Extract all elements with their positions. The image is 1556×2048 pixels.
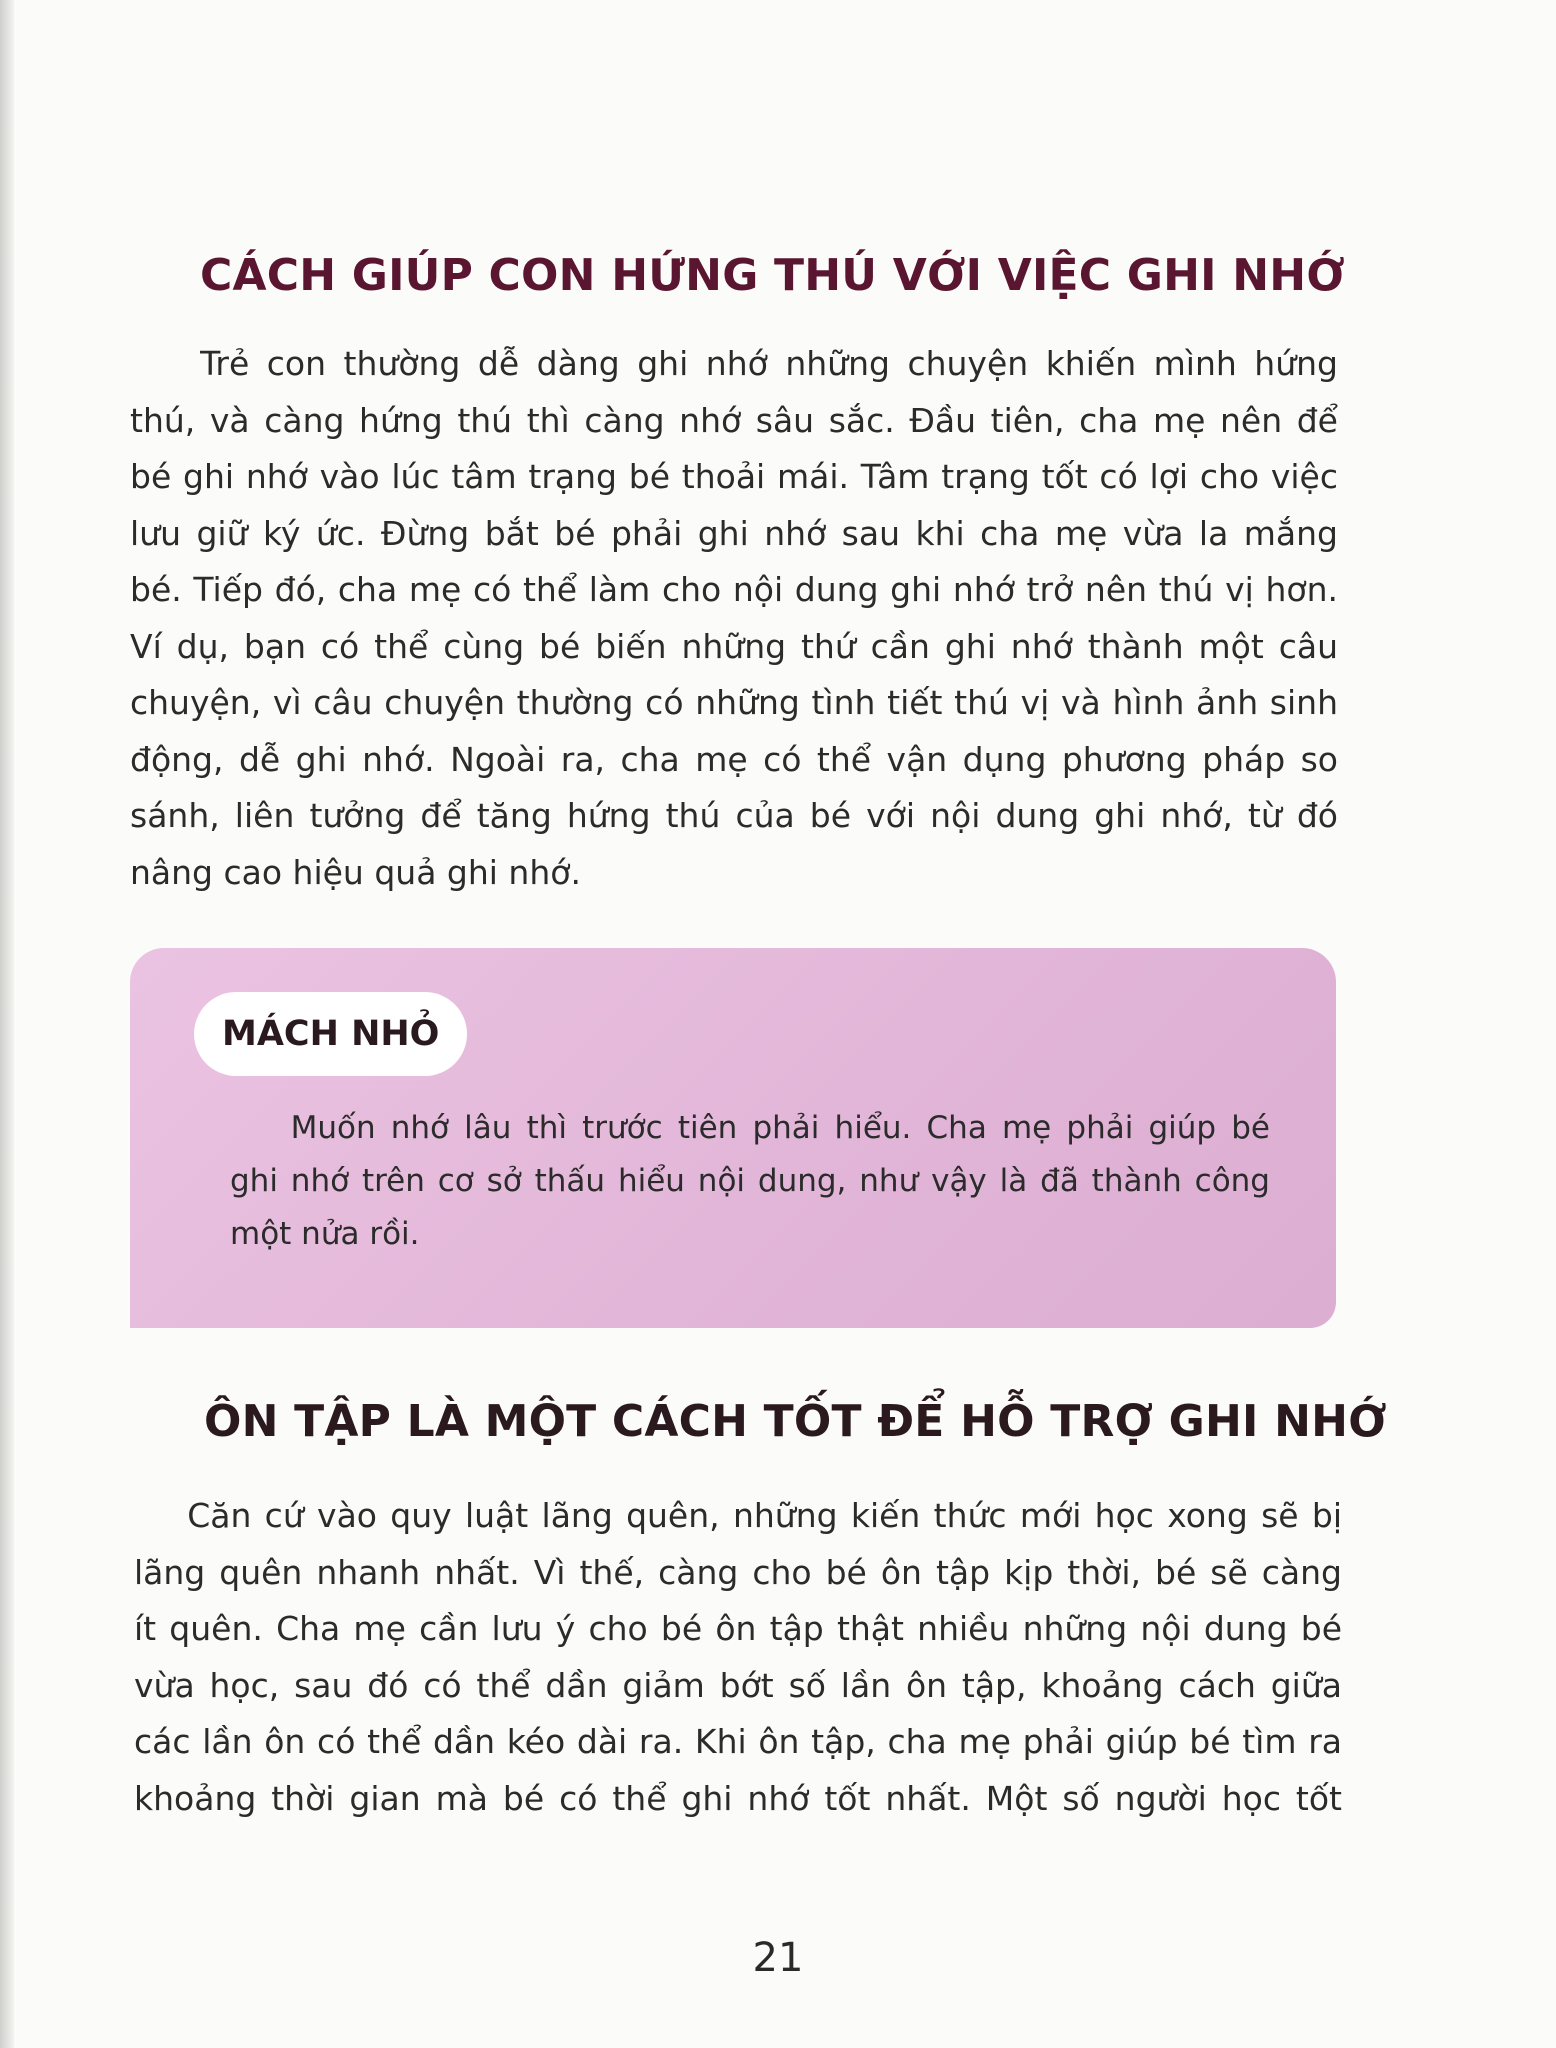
text-line: nâng cao hiệu quả ghi nhớ.: [130, 852, 581, 892]
text-line: bé ghi nhớ vào lúc tâm trạng bé thoải mái. Tâm trạng tốt có lợi cho việc: [130, 457, 1338, 496]
text-line: các lần ôn có thể dần kéo dài ra. Khi ôn tập, cha mẹ phải giúp bé tìm ra: [134, 1722, 1342, 1761]
text-line: chuyện, vì câu chuyện thường có những tình tiết thú vị và hình ảnh sinh: [130, 683, 1338, 722]
section-heading-memory-interest: CÁCH GIÚP CON HỨNG THÚ VỚI VIỆC GHI NHỚ: [200, 250, 1345, 301]
text-line: vừa học, sau đó có thể dần giảm bớt số lần ôn tập, khoảng cách giữa: [134, 1665, 1342, 1705]
tip-text: [230, 1102, 1270, 1261]
text-line: Trẻ con thường dễ dàng ghi nhớ những chuyện khiến mình hứng: [130, 344, 1338, 383]
text-line: động, dễ ghi nhớ. Ngoài ra, cha mẹ có thể vận dụng phương pháp so: [130, 739, 1338, 779]
text-line: sánh, liên tưởng để tăng hứng thú của bé với nội dung ghi nhớ, từ đó: [130, 796, 1338, 835]
text-line: Muốn nhớ lâu thì trước tiên phải hiểu. Cha mẹ phải giúp bé: [230, 1110, 1270, 1146]
section-heading-review: ÔN TẬP LÀ MỘT CÁCH TỐT ĐỂ HỖ TRỢ GHI NHỚ: [204, 1396, 1387, 1447]
text-line: khoảng thời gian mà bé có thể ghi nhớ tốt nhất. Một số người học tốt: [134, 1778, 1342, 1818]
page-edge: [0, 0, 14, 2048]
text-line: một nửa rồi.: [230, 1216, 420, 1252]
text-line: ít quên. Cha mẹ cần lưu ý cho bé ôn tập thật nhiều những nội dung bé: [134, 1609, 1342, 1648]
text-line: ghi nhớ trên cơ sở thấu hiểu nội dung, như vậy là đã thành công: [230, 1163, 1270, 1199]
tip-box: [130, 948, 1336, 1328]
text-line: lãng quên nhanh nhất. Vì thế, càng cho bé ôn tập kịp thời, bé sẽ càng: [134, 1552, 1342, 1592]
tip-label: MÁCH NHỎ: [194, 992, 467, 1076]
text-line: lưu giữ ký ức. Đừng bắt bé phải ghi nhớ sau khi cha mẹ vừa la mắng: [130, 513, 1338, 553]
text-line: bé. Tiếp đó, cha mẹ có thể làm cho nội dung ghi nhớ trở nên thú vị hơn.: [130, 570, 1338, 609]
text-line: Căn cứ vào quy luật lãng quên, những kiến thức mới học xong sẽ bị: [134, 1496, 1342, 1535]
text-line: thú, và càng hứng thú thì càng nhớ sâu sắc. Đầu tiên, cha mẹ nên để: [130, 400, 1338, 440]
text-line: Ví dụ, bạn có thể cùng bé biến những thứ cần ghi nhớ thành một câu: [130, 626, 1338, 666]
paragraph-review: [134, 1488, 1342, 1827]
page-number: 21: [752, 1935, 804, 1981]
paragraph-memory-interest: [130, 336, 1338, 901]
